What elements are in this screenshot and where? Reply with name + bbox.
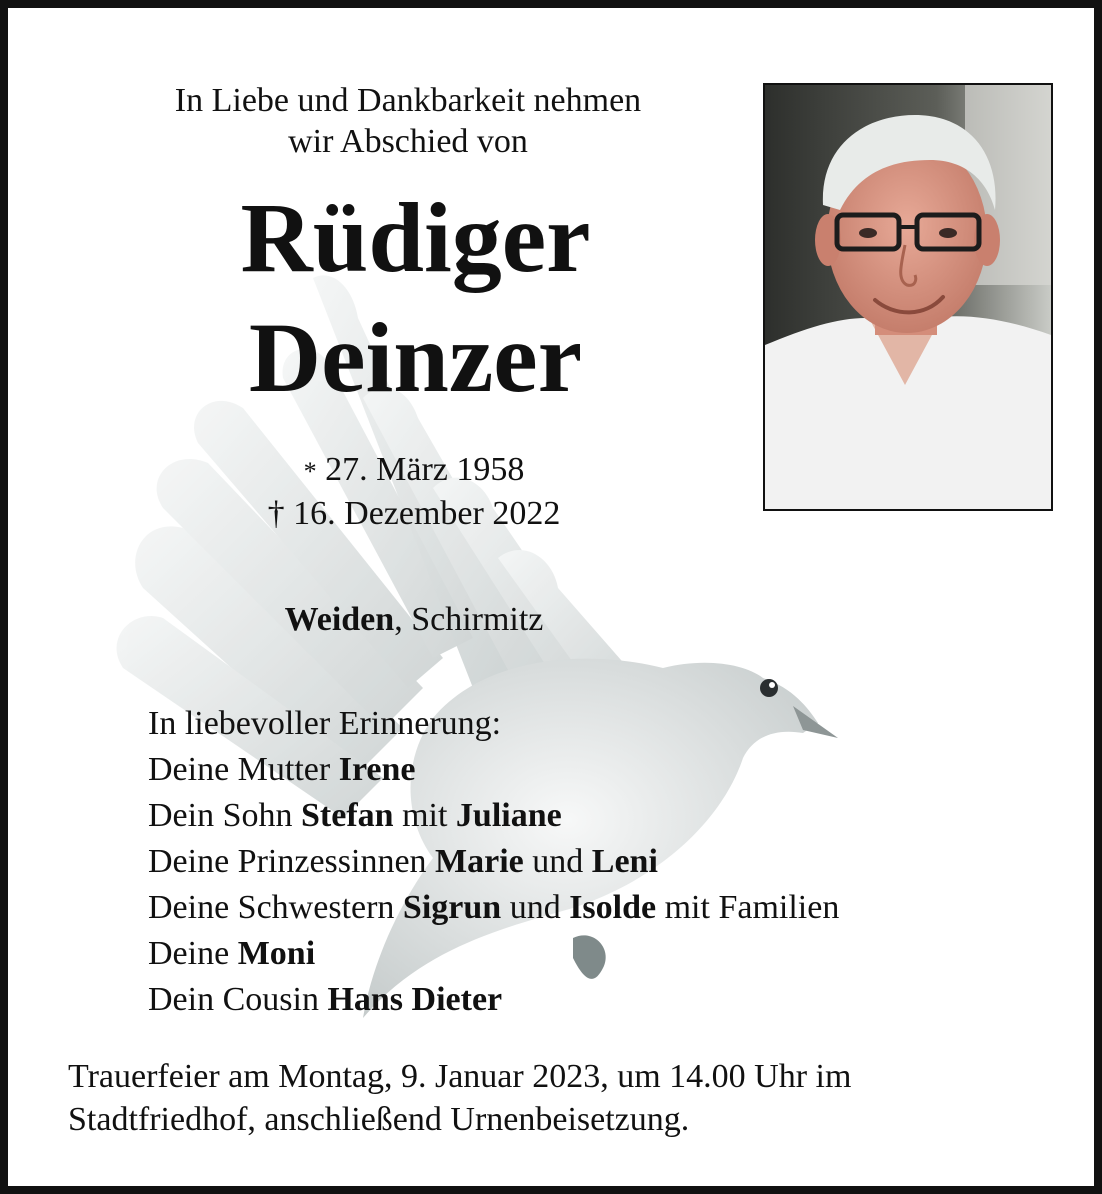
list-item-text: Dein Sohn [148, 797, 301, 834]
list-item-name: Moni [237, 935, 316, 972]
list-item-text: Dein Cousin [148, 981, 328, 1018]
birth-date-line [178, 449, 650, 493]
list-item-text: mit Familien [656, 889, 840, 926]
list-item-name: Juliane [455, 797, 562, 834]
death-symbol: † [267, 495, 285, 532]
death-date: 16. Dezember 2022 [293, 495, 561, 532]
list-item [148, 931, 839, 977]
first-name: Rüdiger [240, 182, 591, 293]
list-item-text: Deine Prinzessinnen [148, 843, 436, 880]
list-item-text: und [523, 843, 592, 880]
list-item-name: Stefan [301, 797, 394, 834]
list-item [148, 747, 839, 793]
list-item-name: Isolde [569, 889, 657, 926]
list-item-text: Deine [148, 935, 238, 972]
service-line-2: Stadtfriedhof, anschließend Urnenbeisetzung. [68, 1101, 690, 1138]
service-line-1: Trauerfeier am Montag, 9. Januar 2023, um 14.00 Uhr im [68, 1058, 852, 1095]
service-info [68, 1055, 1048, 1141]
birth-symbol: * [303, 457, 317, 486]
death-date-line [178, 493, 650, 535]
birth-date: 27. März 1958 [325, 451, 525, 488]
list-item-name: Leni [591, 843, 658, 880]
intro-text [108, 80, 708, 162]
list-item-name: Irene [338, 751, 416, 788]
mourners-list [148, 701, 839, 1023]
list-item [148, 885, 839, 931]
list-item [148, 977, 839, 1023]
mourners-heading: In liebevoller Erinnerung: [148, 705, 502, 742]
last-name: Deinzer [248, 302, 583, 413]
list-item-text: Deine Mutter [148, 751, 339, 788]
list-item-name: Hans Dieter [327, 981, 503, 1018]
list-item-text: und [501, 889, 570, 926]
list-item [148, 839, 839, 885]
place-other: Schirmitz [411, 601, 544, 638]
intro-line-2: wir Abschied von [288, 123, 528, 160]
place-line [168, 599, 660, 641]
list-item-text: mit [393, 797, 456, 834]
list-item-name: Sigrun [402, 889, 502, 926]
place-separator: , [394, 601, 412, 638]
list-item-name: Marie [435, 843, 524, 880]
list-item [148, 793, 839, 839]
portrait-photo [763, 83, 1053, 511]
portrait-illustration [765, 85, 1051, 509]
intro-line-1: In Liebe und Dankbarkeit nehmen [174, 82, 642, 119]
list-item-text: Deine Schwestern [148, 889, 403, 926]
life-dates [178, 449, 650, 535]
place-main: Weiden [284, 601, 395, 638]
